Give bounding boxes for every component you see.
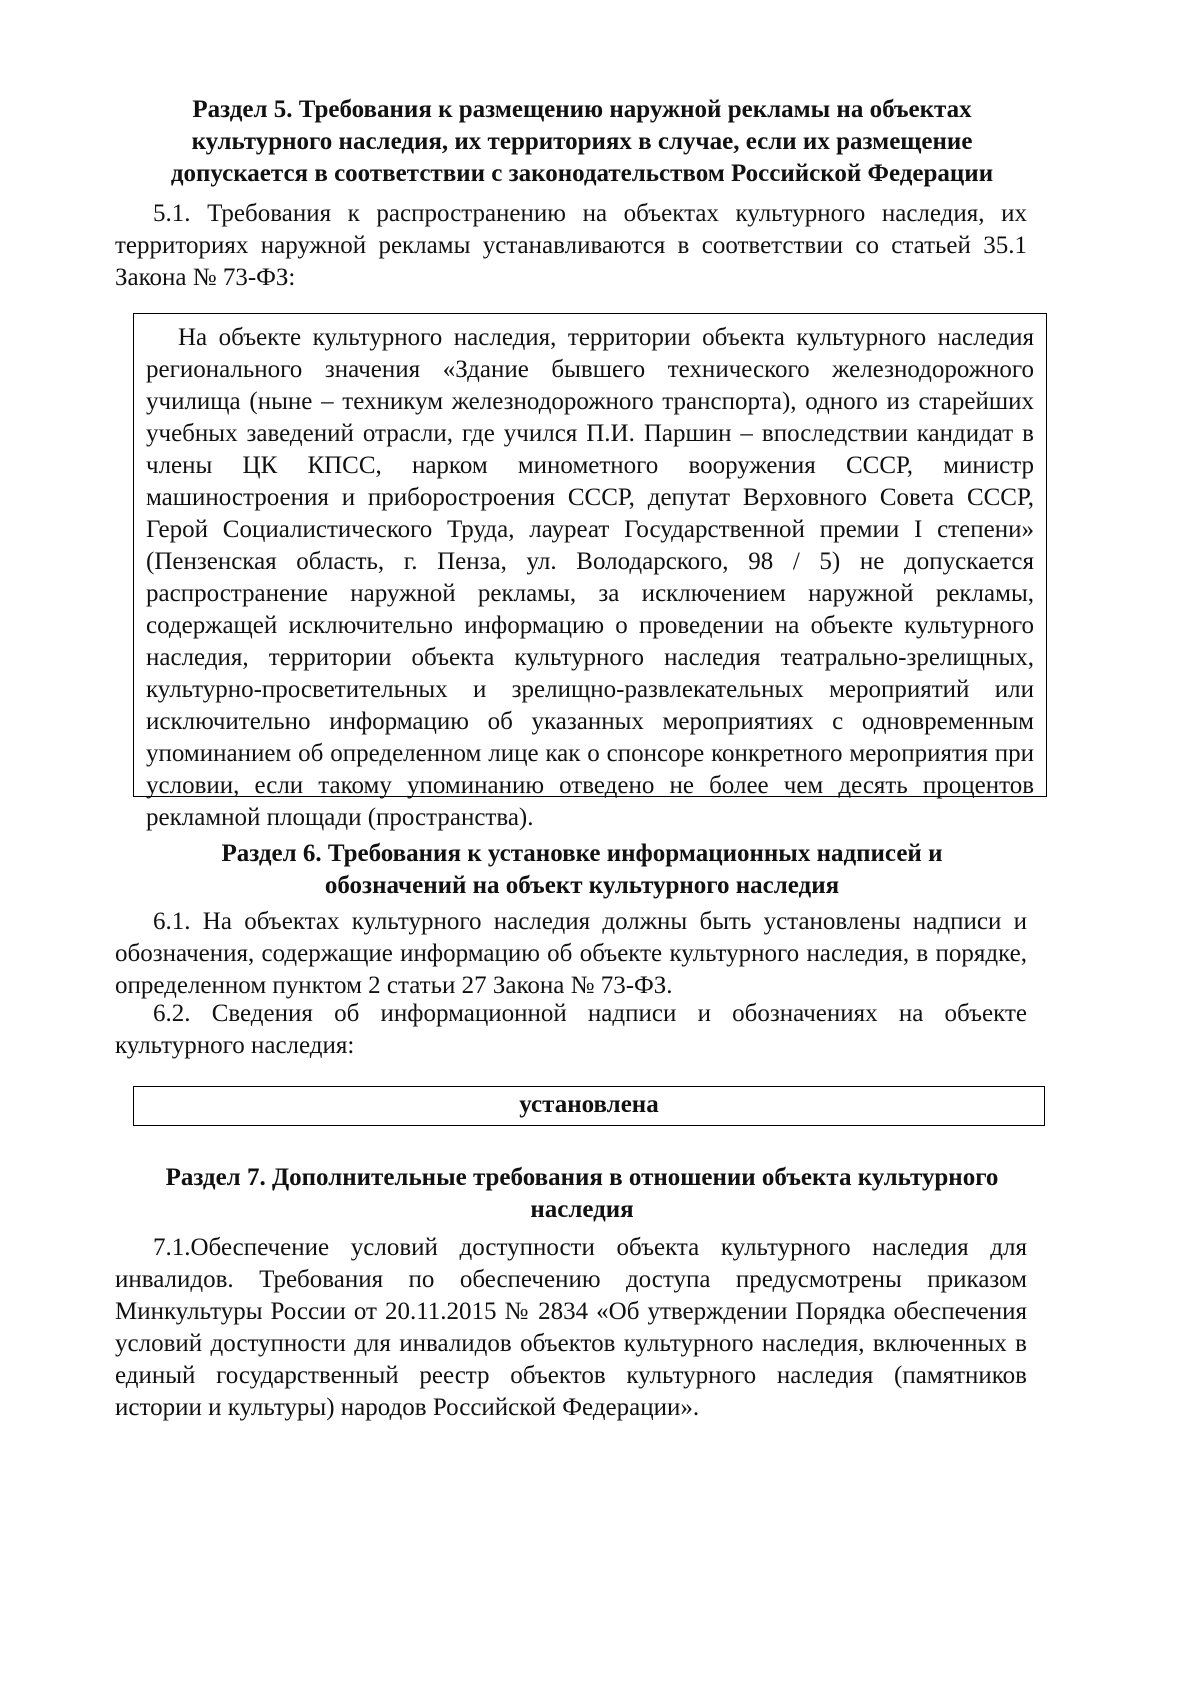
paragraph-7-1: 7.1.Обеспечение условий доступности объекта культурного наследия для инвалидов. Требования по обеспечению доступа предусмотрены приказом Минкультуры России от 20.11.2015 № 2834 «Об утверждении Порядка обеспечения условий доступности для инвалидов объектов культурного наследия, включенных в единый государственный реестр объектов культурного наследия (памятников истории и культуры) народов Российской Федерации». xyxy=(115,1234,1027,1421)
section-7-heading-line-2: наследия xyxy=(530,1196,634,1223)
section-5-heading-line-1: Раздел 5. Требования к размещению наружной рекламы на объектах xyxy=(192,96,972,123)
section-7-heading xyxy=(120,1162,1044,1226)
section-6-heading xyxy=(120,838,1044,902)
section-6-heading-line-1: Раздел 6. Требования к установке информационных надписей и xyxy=(221,840,943,867)
paragraph-6-1: 6.1. На объектах культурного наследия должны быть установлены надписи и обозначения, содержащие информацию об объекте культурного наследия, в порядке, определенном пунктом 2 статьи 27 Закона № 73-ФЗ. xyxy=(115,908,1027,999)
section-5-heading-line-2: культурного наследия, их территориях в случае, если их размещение xyxy=(191,128,973,155)
section-5-heading xyxy=(120,94,1044,190)
inscription-status-box xyxy=(133,1086,1045,1126)
advertising-requirement-box xyxy=(133,313,1047,831)
section-6-heading-line-2: обозначений на объект культурного наследия xyxy=(324,872,840,899)
section-7-heading-line-1: Раздел 7. Дополнительные требования в отношении объекта культурного xyxy=(165,1164,999,1191)
section-5-heading-line-3: допускается в соответствии с законодательством Российской Федерации xyxy=(170,160,994,187)
paragraph-6-2: 6.2. Сведения об информационной надписи и обозначениях на объекте культурного наследия: xyxy=(115,1000,1027,1059)
paragraph-5-1: 5.1. Требования к распространению на объектах культурного наследия, их территориях наружной рекламы устанавливаются в соответствии со статьей 35.1 Закона № 73-ФЗ: xyxy=(115,200,1027,291)
inscription-status-value: установлена xyxy=(519,1091,659,1118)
advertising-requirement-text: На объекте культурного наследия, территории объекта культурного наследия регионального значения «Здание бывшего технического железнодорожного училища (ныне – техникум железнодорожного транспорта), одного из старейших учебных заведений отрасли, где учился П.И. Паршин – впоследствии кандидат в члены ЦК КПСС, нарком минометного вооружения СССР, министр машиностроения и приборостроения СССР, депутат Верховного Совета СССР, Герой Социалистического Труда, лауреат Государственной премии I степени» (Пензенская область, г. Пенза, ул. Володарского, 98 / 5) не допускается распространение наружной рекламы, за исключением наружной рекламы, содержащей исключительно информацию о проведении на объекте культурного наследия, территории объекта культурного наследия театрально-зрелищных, культурно-просветительных и зрелищно-развлекательных мероприятий или исключительно информацию об указанных мероприятиях с одновременным упоминанием об определенном лице как о спонсоре конкретного мероприятия при условии, если такому упоминанию отведено не более чем десять процентов рекламной площади (пространства). xyxy=(146,324,1034,831)
